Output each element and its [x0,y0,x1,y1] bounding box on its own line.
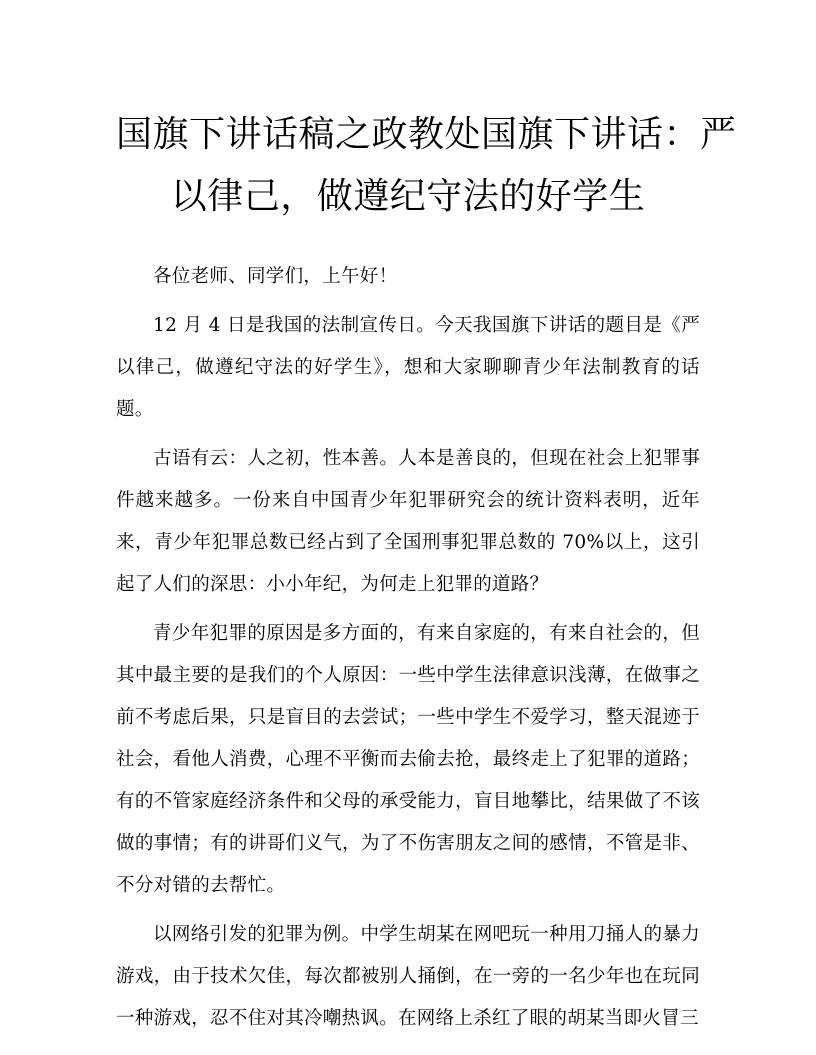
body-paragraph: 青少年犯罪的原因是多方面的，有来自家庭的，有来自社会的，但其中最主要的是我们的个人原因：一些中学生法律意识浅薄，在做事之前不考虑后果，只是盲目的去尝试；一些中学生不爱学习，整天混迹于社会，看他人消费，心理不平衡而去偷去抢，最终走上了犯罪的道路；有的不管家庭经济条件和父母的承受能力，盲目地攀比，结果做了不该做的事情；有的讲哥们义气，为了不伤害朋友之间的感情，不管是非、不分对错的去帮忙。 [116,623,700,896]
title-line-2: 以律己，做遵纪守法的好学生 [170,176,646,217]
document-title [116,104,737,228]
body-paragraph: 古语有云：人之初，性本善。人本是善良的，但现在社会上犯罪事件越来越多。一份来自中国青少年犯罪研究会的统计资料表明，近年来，青少年犯罪总数已经占到了全国刑事犯罪总数的 70%以上，这引起了人们的深思：小小年纪，为何走上犯罪的道路？ [116,448,700,595]
body-paragraph: 12 月 4 日是我国的法制宣传日。今天我国旗下讲话的题目是《严以律己，做遵纪守法的好学生》，想和大家聊聊青少年法制教育的话题。 [116,315,700,420]
greeting-paragraph: 各位老师、同学们，上午好！ [153,266,398,287]
title-line-1: 国旗下讲话稿之政教处国旗下讲话：严 [116,114,737,155]
body-paragraph: 以网络引发的犯罪为例。中学生胡某在网吧玩一种用刀捅人的暴力游戏，由于技术欠佳，每次都被别人捅倒，在一旁的一名少年也在玩同一种游戏，忍不住对其冷嘲热讽。在网络上杀红了眼的胡某当即火冒三 [116,924,700,1029]
document-body [116,256,700,1047]
